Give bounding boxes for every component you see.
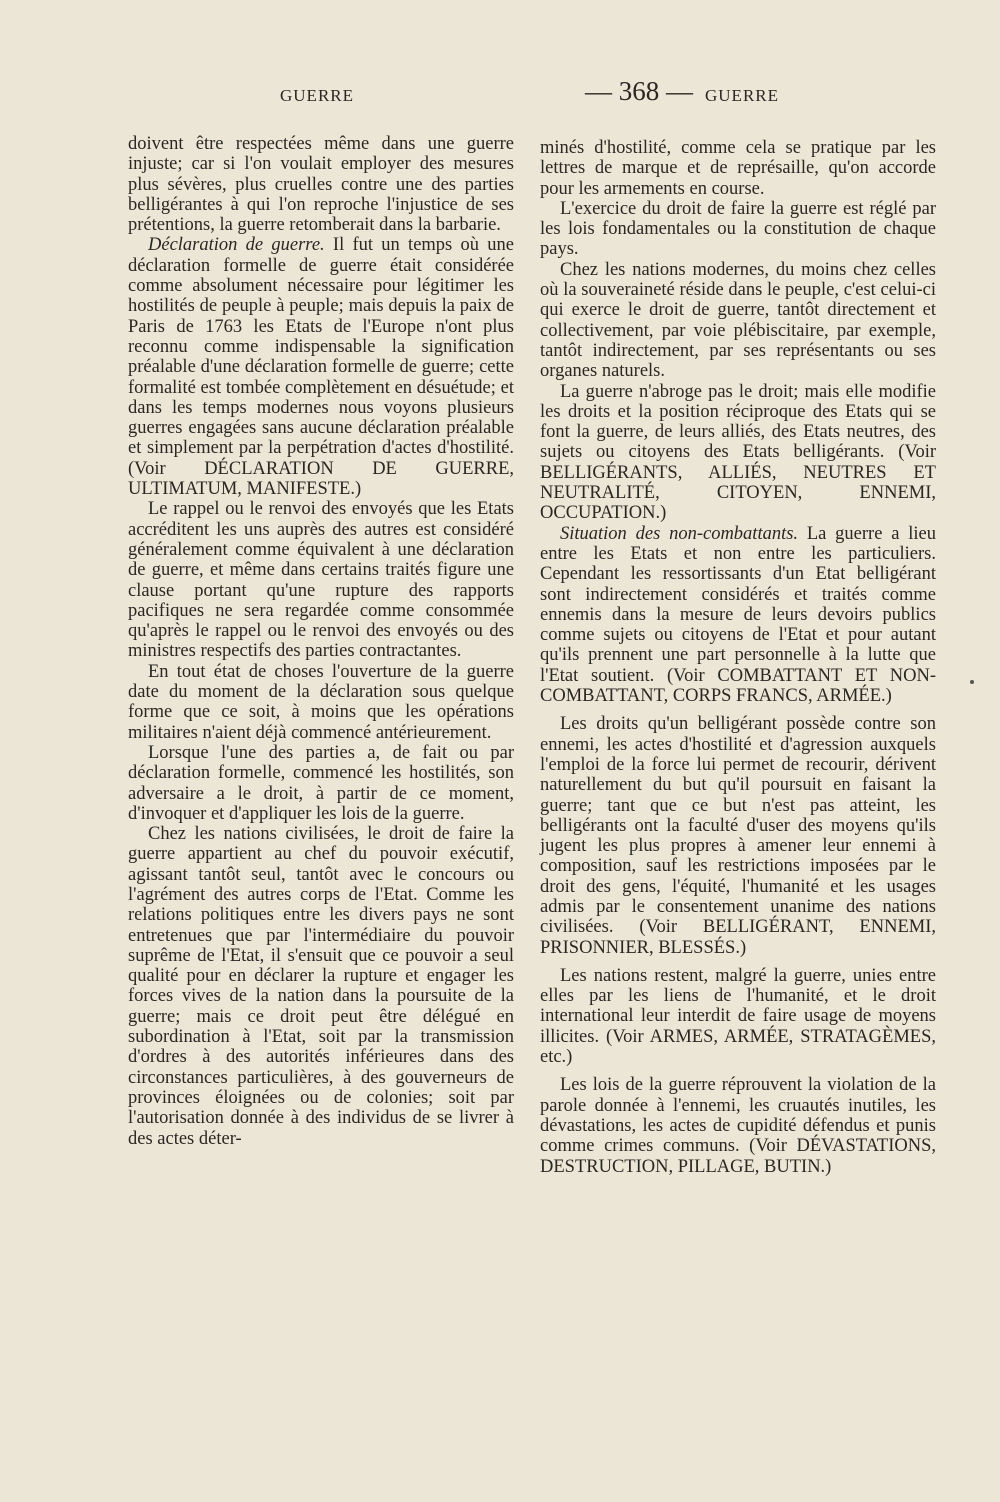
paragraph-text: L'exercice du droit de faire la guerre est réglé par les lois fondamentales ou la constitution de chaque pays. — [540, 198, 936, 260]
header-right-title: GUERRE — [705, 86, 779, 105]
page-number: — 368 — — [585, 76, 693, 106]
paragraph — [128, 134, 514, 235]
paragraph-text: Le rappel ou le renvoi des envoyés que les Etats accréditent les uns auprès des autres est considéré généralement comme équivalent à une déclaration de guerre, et même dans certains traités figure une clause portant qu'une rupture des rapports pacifiques ne sera regardée comme consommée qu'après le rappel ou le renvoi des envoyés ou des ministres respectifs des parties contractantes. — [128, 499, 514, 662]
paragraph — [128, 743, 514, 824]
paragraph — [540, 714, 936, 958]
paragraph-text: La guerre a lieu entre les Etats et non entre les particuliers. Cependant les ressortissants d'un Etat belligérant sont indirectement considérés et traités comme ennemis dans la mesure de leurs devoirs publics comme sujets ou citoyens de l'Etat et pour autant qu'ils prennent une part personnelle à la lutte que l'Etat soutient. (Voir COMBATTANT ET NON-COMBATTANT, CORPS FRANCS, ARMÉE.) — [540, 523, 936, 707]
paragraph — [540, 199, 936, 260]
paragraph — [540, 260, 936, 382]
paragraph — [540, 966, 936, 1067]
paragraph — [540, 1075, 936, 1176]
paragraph-text: Les droits qu'un belligérant possède contre son ennemi, les actes d'hostilité et d'agression auxquels l'emploi de la force lui permet de recourir, dérivent naturellement du but qu'il poursuit en faisant la guerre; tant que ce but n'est pas atteint, les belligérants ont la faculté d'user des moyens qu'ils jugent les plus propres à amener leur ennemi à composition, sauf les restrictions imposées par le droit des gens, l'équité, l'humanité et les usages admis par le consentement unanime des nations civilisées. (Voir BELLIGÉRANT, ENNEMI, PRISONNIER, BLESSÉS.) — [540, 714, 936, 958]
paragraph — [128, 235, 514, 499]
paragraph-heading: Situation des non-combattants. — [560, 523, 799, 544]
paragraph-text: doivent être respectées même dans une guerre injuste; car si l'on voulait employer des mesures plus sévères, plus cruelles contre une des parties belligérantes à qui l'on reproche l'injustice de ses prétentions, la guerre retomberait dans la barbarie. — [128, 134, 514, 236]
header-left-title: GUERRE — [280, 86, 354, 105]
running-header — [130, 76, 940, 112]
paragraph — [128, 662, 514, 743]
paragraph-text: En tout état de choses l'ouverture de la guerre date du moment de la déclaration sous quelque forme que ce soit, à moins que les opérations militaires n'aient déjà commencé antérieurement. — [128, 661, 514, 743]
left-column — [128, 134, 514, 1149]
paragraph — [540, 524, 936, 707]
right-column — [540, 138, 936, 1177]
paragraph-text: minés d'hostilité, comme cela se pratique par les lettres de marque et de représaille, qu'on accorde pour les armements en course. — [540, 138, 936, 199]
paragraph — [540, 382, 936, 524]
print-speck — [970, 680, 974, 684]
paragraph-text: Les nations restent, malgré la guerre, unies entre elles par les liens de l'humanité, et le droit international leur interdit de faire usage de moyens illicites. (Voir ARMES, ARMÉE, STRATAGÈMES, etc.) — [540, 965, 936, 1068]
paragraph-text: Lorsque l'une des parties a, de fait ou par déclaration formelle, commencé les hostilités, son adversaire a le droit, à partir de ce moment, d'invoquer et d'appliquer les lois de la guerre. — [128, 742, 514, 824]
paragraph-text: Chez les nations modernes, du moins chez celles où la souveraineté réside dans le peuple, c'est celui-ci qui exerce le droit de guerre, tantôt directement et collectivement, par voie plébiscitaire, par exemple, tantôt indirectement, par ses représentants ou ses organes naturels. — [540, 259, 936, 382]
paragraph-heading: Déclaration de guerre. — [148, 235, 325, 256]
paragraph-text: Chez les nations civilisées, le droit de faire la guerre appartient au chef du pouvoir exécutif, agissant tantôt seul, tantôt avec le concours ou l'agrément des autres corps de l'Etat. Comme les relations politiques entre les divers pays ne sont entretenues que par l'intermédiaire du pouvoir suprême de l'Etat, il s'ensuit que ce pouvoir a seul qualité pour en déclarer la rupture et engager les forces vives de la nation dans la poursuite de la guerre; mais ce droit peut être délégué en subordination à l'Etat, soit par la transmission d'ordres à des autorités inférieures dans des circonstances particulières, à des gouverneurs de provinces éloignées ou de colonies; soit par l'autorisation donnée à des individus de se livrer à des actes déter- — [128, 824, 514, 1149]
paragraph-text: Les lois de la guerre réprouvent la violation de la parole donnée à l'ennemi, les cruautés inutiles, les dévastations, les actes de cupidité défendus et punis comme crimes communs. (Voir DÉVASTATIONS, DESTRUCTION, PILLAGE, BUTIN.) — [540, 1075, 936, 1177]
paragraph-text: Il fut un temps où une déclaration formelle de guerre était considérée comme absolument nécessaire pour légitimer les hostilités de peuple à peuple; mais depuis la paix de Paris de 1763 les Etats de l'Europe n'ont plus reconnu comme indispensable la signification préalable d'une déclaration formelle de guerre; cette formalité est tombée complètement en désuétude; et dans les temps modernes nous voyons plusieurs guerres engagées sans aucune déclaration préalable et simplement par la perpétration d'actes d'hostilité. (Voir DÉCLARATION DE GUERRE, ULTIMATUM, MANIFESTE.) — [128, 235, 514, 500]
paragraph-text: La guerre n'abroge pas le droit; mais elle modifie les droits et la position réciproque des Etats qui se font la guerre, de leurs alliés, des Etats neutres, des sujets ou citoyens des Etats belligérants. (Voir BELLIGÉRANTS, ALLIÉS, NEUTRES ET NEUTRALITÉ, CITOYEN, ENNEMI, OCCUPATION.) — [540, 381, 936, 524]
paragraph — [128, 824, 514, 1149]
paragraph — [540, 138, 936, 199]
paragraph — [128, 499, 514, 661]
